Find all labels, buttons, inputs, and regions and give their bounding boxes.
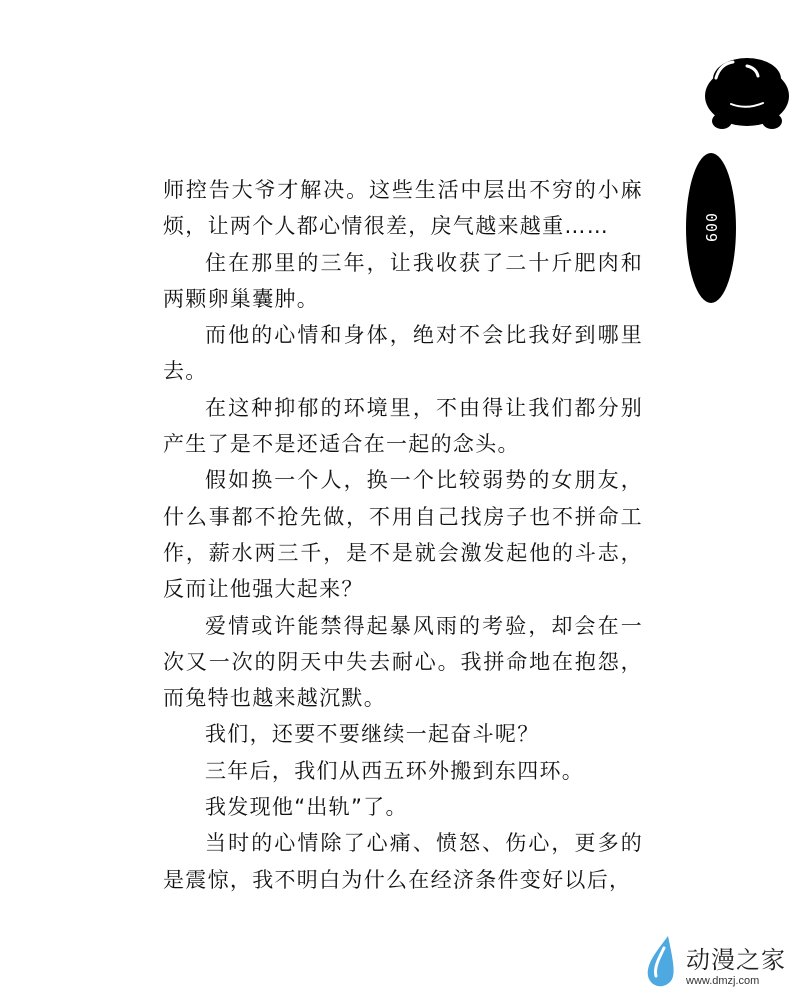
paragraph: 我们，还要不要继续一起奋斗呢？ [205, 722, 540, 747]
paragraph: 而他的心情和身体，绝对不会比我好到哪里去。 [163, 323, 643, 384]
paragraph: 我发现他“出轨”了。 [205, 795, 408, 820]
paragraph: 三年后，我们从西五环外搬到东四环。 [205, 758, 585, 783]
page-number-badge [686, 153, 736, 303]
paragraph: 爱情或许能禁得起暴风雨的考验，却会在一次又一次的阴天中失去耐心。我拼命地在抱怨，而兔特也越来越沉默。 [163, 613, 643, 711]
watermark-url: www.dmzj.com [686, 975, 760, 987]
page-text [163, 172, 643, 898]
water-drop-icon [642, 934, 682, 990]
watermark-name: 动漫之家 [686, 946, 786, 974]
page-number: 009 [702, 212, 720, 244]
paragraph: 师控告大爷才解决。这些生活中层出不穷的小麻烦，让两个人都心情很差，戾气越来越重…… [163, 178, 643, 239]
paragraph: 假如换一个人，换一个比较弱势的女朋友，什么事都不抢先做，不用自己找房子也不拼命工作，薪水两三千，是不是就会激发起他的斗志，反而让他强大起来？ [163, 468, 643, 602]
paragraph: 当时的心情除了心痛、愤怒、伤心，更多的是震惊，我不明白为什么在经济条件变好以后， [163, 831, 643, 892]
paragraph: 住在那里的三年，让我收获了二十斤肥肉和两颗卵巢囊肿。 [163, 250, 643, 311]
paragraph: 在这种抑郁的环境里，不由得让我们都分别产生了是不是还适合在一起的念头。 [163, 395, 643, 457]
watermark [640, 930, 800, 997]
